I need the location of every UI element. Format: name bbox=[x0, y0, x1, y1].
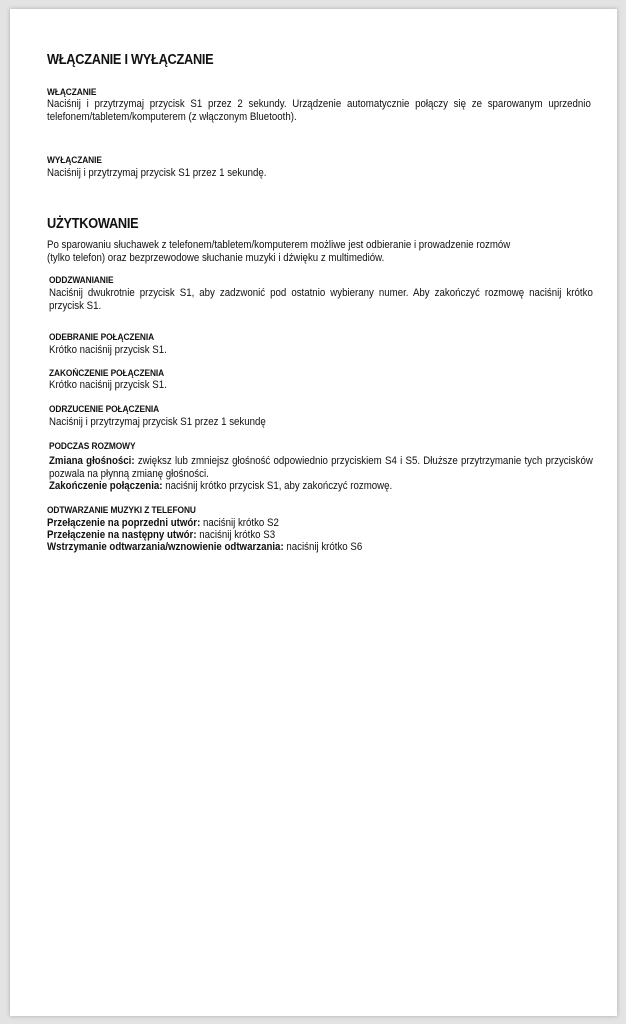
text-prev-track bbox=[47, 517, 591, 530]
desc-pause-resume: naciśnij krótko S6 bbox=[283, 541, 363, 553]
label-pause-resume: Wstrzymanie odtwarzania/wznowienie odtwarzania: bbox=[47, 541, 284, 553]
desc-next-track: naciśnij krótko S3 bbox=[196, 529, 276, 541]
heading-music-playback: ODTWARZANIE MUZYKI Z TELEFONU bbox=[47, 505, 196, 516]
text-power-on: Naciśnij i przytrzymaj przycisk S1 przez 2 sekundy. Urządzenie automatycznie połączy się ze sparowanym uprzednio telefonem/tabletem/komputerem (z włączonym Bluetooth). bbox=[47, 98, 591, 123]
text-end-call: Krótko naciśnij przycisk S1. bbox=[49, 379, 167, 391]
desc-volume-change: zwiększ lub zmniejsz głośność odpowiednio przyciskiem S4 i S5. Dłuższe przytrzymanie tych przycisków pozwala na płynną zmianę głośności. bbox=[49, 455, 593, 480]
label-hangup: Zakończenie połączenia: bbox=[49, 480, 163, 492]
heading-power-off: WYŁĄCZANIE bbox=[47, 155, 102, 166]
section-title-power: WŁĄCZANIE I WYŁĄCZANIE bbox=[47, 52, 214, 68]
heading-callback: ODDZWANIANIE bbox=[49, 275, 114, 286]
desc-prev-track: naciśnij krótko S2 bbox=[200, 517, 279, 529]
heading-during-call: PODCZAS ROZMOWY bbox=[49, 441, 136, 452]
section-title-usage: UŻYTKOWANIE bbox=[47, 216, 139, 232]
label-next-track: Przełączenie na następny utwór: bbox=[47, 529, 197, 541]
text-answer-call: Krótko naciśnij przycisk S1. bbox=[49, 344, 167, 356]
heading-end-call: ZAKOŃCZENIE POŁĄCZENIA bbox=[49, 368, 165, 379]
heading-power-on: WŁĄCZANIE bbox=[47, 87, 97, 98]
text-pause-resume bbox=[47, 541, 591, 554]
text-reject-call: Naciśnij i przytrzymaj przycisk S1 przez 1 sekundę bbox=[49, 416, 266, 428]
heading-answer-call: ODEBRANIE POŁĄCZENIA bbox=[49, 332, 155, 343]
document-page bbox=[10, 9, 617, 1016]
text-power-off: Naciśnij i przytrzymaj przycisk S1 przez 1 sekundę. bbox=[47, 167, 267, 179]
label-volume-change: Zmiana głośności: bbox=[49, 455, 135, 467]
text-volume-change bbox=[49, 455, 593, 480]
text-next-track bbox=[47, 529, 591, 542]
intro-line-2: (tylko telefon) oraz bezprzewodowe słuchanie muzyki i dźwięku z multimediów. bbox=[47, 251, 385, 264]
text-callback: Naciśnij dwukrotnie przycisk S1, aby zadzwonić pod ostatnio wybierany numer. Aby zakończyć rozmowę naciśnij krótko przycisk S1. bbox=[49, 287, 593, 312]
label-prev-track: Przełączenie na poprzedni utwór: bbox=[47, 517, 201, 529]
desc-hangup: naciśnij krótko przycisk S1, aby zakończyć rozmowę. bbox=[162, 480, 393, 492]
text-usage-intro bbox=[47, 239, 591, 264]
heading-reject-call: ODRZUCENIE POŁĄCZENIA bbox=[49, 404, 160, 415]
intro-line-1: Po sparowaniu słuchawek z telefonem/tabletem/komputerem możliwe jest odbieranie i prowadzenie rozmów bbox=[47, 239, 511, 251]
text-hangup bbox=[49, 480, 593, 493]
